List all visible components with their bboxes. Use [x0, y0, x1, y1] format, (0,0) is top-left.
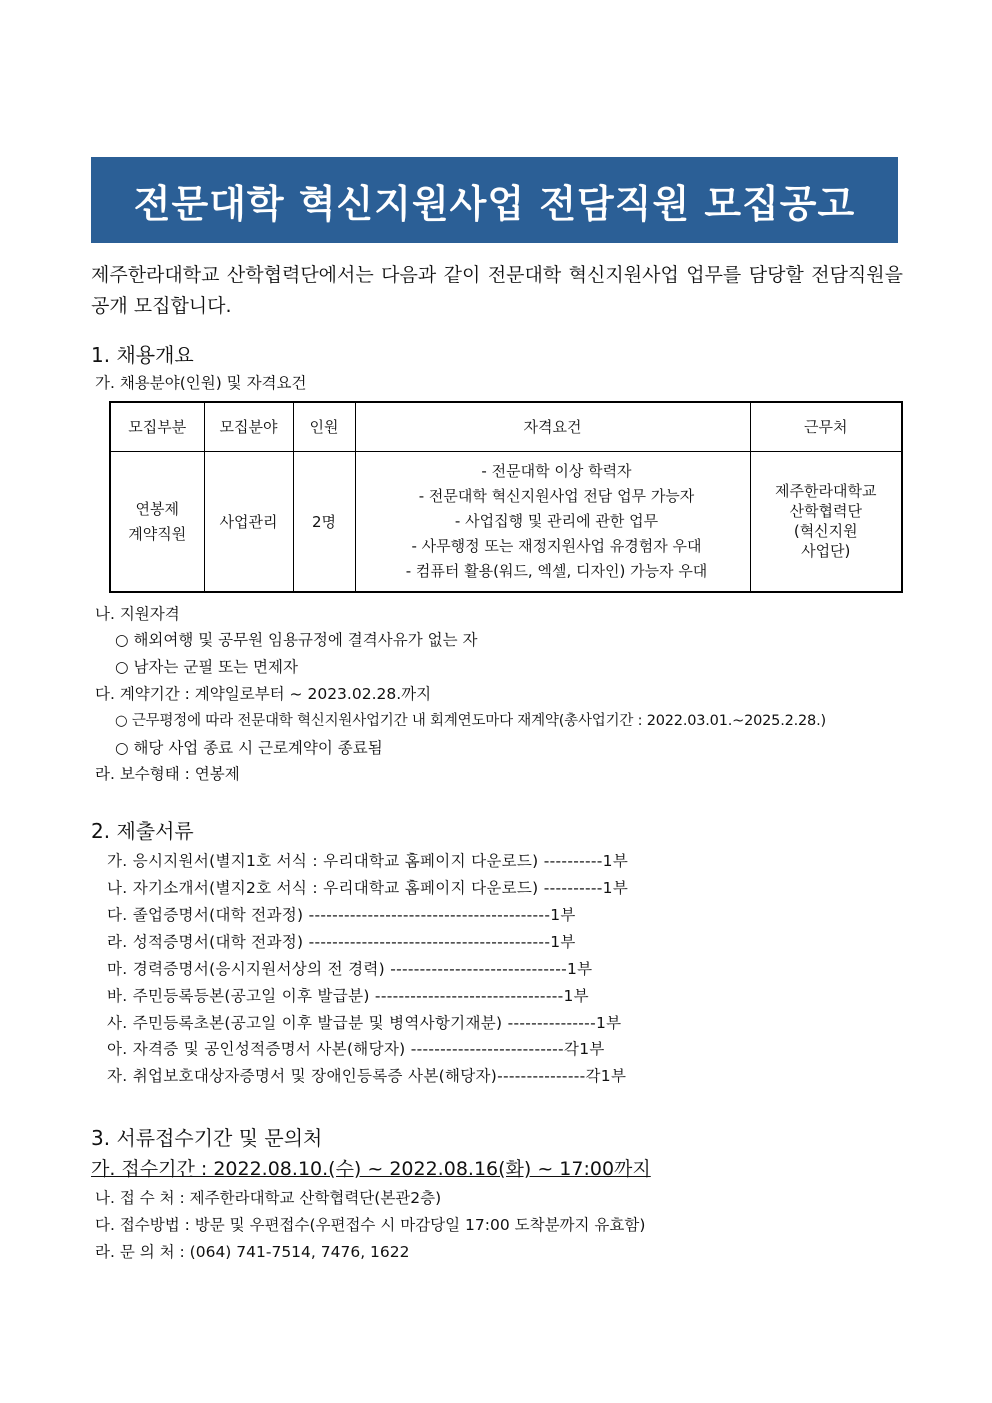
section3-heading: 3. 서류접수기간 및 문의처: [91, 1126, 323, 1150]
list-item: ○ 근무평정에 따라 전문대학 혁신지원사업기간 내 회계연도마다 재계약(총사업기간 : 2022.03.01.~2025.2.28.): [115, 713, 826, 729]
qualification-item: - 전문대학 이상 학력자: [481, 461, 632, 480]
table-header-cell: 모집분야: [204, 402, 293, 451]
workplace-line: (혁신지원: [793, 522, 858, 541]
document-item: 사. 주민등록초본(공고일 이후 발급분 및 병역사항기재분) ---------------1부: [107, 1014, 622, 1032]
workplace-cell: [750, 451, 902, 592]
document-item: 마. 경력증명서(응시지원서상의 전 경력) ------------------------------1부: [107, 960, 593, 978]
list-item: ○ 해외여행 및 공무원 임용규정에 결격사유가 없는 자: [115, 631, 478, 649]
title-banner: [91, 157, 898, 243]
field-cell: 사업관리: [204, 451, 293, 592]
list-item: 나. 접 수 처 : 제주한라대학교 산학협력단(본관2층): [95, 1189, 442, 1207]
workplace-line: 제주한라대학교: [775, 482, 877, 501]
qualification-item: - 사업집행 및 관리에 관한 업무: [454, 511, 659, 530]
table-header-cell: 인원: [293, 402, 355, 451]
recruitment-table: [109, 401, 903, 593]
document-item: 나. 자기소개서(별지2호 서식 : 우리대학교 홈페이지 다운로드) ----------1부: [107, 879, 629, 897]
section1-heading: 1. 채용개요: [91, 343, 194, 367]
table-row: [110, 451, 902, 592]
section1-d-label: 라. 보수형태 : 연봉제: [95, 765, 240, 783]
intro-paragraph: 제주한라대학교 산학협력단에서는 다음과 같이 전문대학 혁신지원사업 업무를 담당할 전담직원을 공개 모집합니다.: [91, 264, 903, 317]
workplace-line: 산학협력단: [789, 502, 862, 521]
division-cell: [110, 451, 204, 592]
page-title: 전문대학 혁신지원사업 전담직원 모집공고: [133, 181, 856, 226]
document-item: 자. 취업보호대상자증명서 및 장애인등록증 사본(해당자)---------------각1부: [107, 1067, 627, 1085]
qualifications-cell: [355, 451, 750, 592]
list-item: ○ 남자는 군필 또는 면제자: [115, 658, 298, 676]
application-period: 가. 접수기간 : 2022.08.10.(수) ~ 2022.08.16(화) ~ 17:00까지: [91, 1158, 651, 1180]
document-item: 아. 자격증 및 공인성적증명서 사본(해당자) --------------------------각1부: [107, 1040, 605, 1058]
table-header-cell: 모집부분: [110, 402, 204, 451]
document-item: 가. 응시지원서(별지1호 서식 : 우리대학교 홈페이지 다운로드) ----------1부: [107, 852, 629, 870]
document-item: 다. 졸업증명서(대학 전과정) -----------------------------------------1부: [107, 906, 576, 924]
table-header-row: [110, 402, 902, 451]
document-item: 라. 성적증명서(대학 전과정) -----------------------------------------1부: [107, 933, 576, 951]
count-cell: 2명: [293, 451, 355, 592]
list-item: 라. 문 의 처 : (064) 741-7514, 7476, 1622: [95, 1243, 410, 1261]
section1-c-label: 다. 계약기간 : 계약일로부터 ~ 2023.02.28.까지: [95, 685, 432, 703]
document-item: 바. 주민등록등본(공고일 이후 발급분) --------------------------------1부: [107, 987, 589, 1005]
qualification-item: - 전문대학 혁신지원사업 전담 업무 가능자: [418, 486, 695, 505]
division-line: 연봉제: [135, 500, 179, 519]
workplace-line: 사업단): [801, 542, 851, 561]
list-item: 다. 접수방법 : 방문 및 우편접수(우편접수 시 마감당일 17:00 도착분까지 유효함): [95, 1216, 646, 1234]
table-header-cell: 근무처: [750, 402, 902, 451]
table-header-cell: 자격요건: [355, 402, 750, 451]
section1-b-label: 나. 지원자격: [95, 605, 180, 623]
qualification-item: - 사무행정 또는 재정지원사업 유경험자 우대: [411, 536, 702, 555]
section2-heading: 2. 제출서류: [91, 819, 194, 843]
qualification-item: - 컴퓨터 활용(워드, 엑셀, 디자인) 가능자 우대: [405, 561, 708, 580]
division-line: 계약직원: [128, 525, 187, 544]
section1-a-label: 가. 채용분야(인원) 및 자격요건: [95, 374, 307, 392]
list-item: ○ 해당 사업 종료 시 근로계약이 종료됨: [115, 739, 383, 757]
